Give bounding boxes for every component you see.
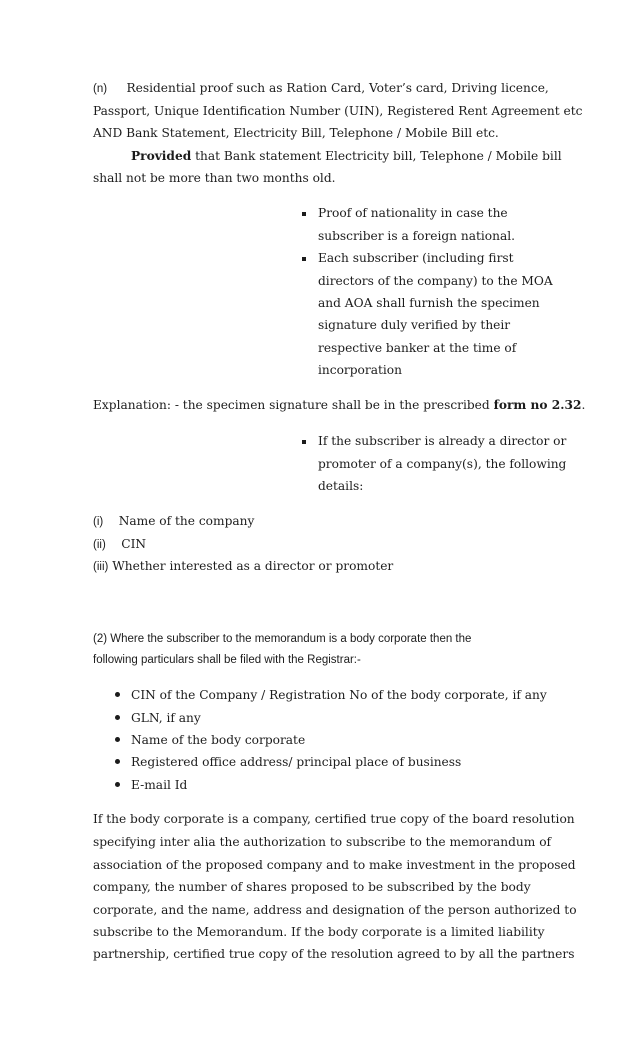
bullet-icon: [115, 692, 120, 697]
section-2-label: (2): [93, 633, 108, 645]
right-bullet-3-line-3: details:: [318, 479, 364, 493]
square-bullet-icon: [302, 212, 306, 216]
square-bullet-icon: [302, 440, 306, 444]
bullet-icon: [115, 782, 120, 787]
details-item-1: (i) Name of the company: [93, 514, 255, 528]
section-n-label: (n): [93, 83, 108, 95]
right-bullet-2-line-3: and AOA shall furnish the specimen: [318, 296, 540, 310]
closing-line-2: specifying inter alia the authorization to subscribe to the memorandum of: [93, 835, 552, 849]
body-corporate-item: Name of the body corporate: [131, 733, 306, 747]
right-bullet-2-line-4: signature duly verified by their: [318, 318, 511, 332]
right-bullet-2-line-6: incorporation: [318, 363, 402, 377]
body-corporate-item: GLN, if any: [131, 711, 201, 725]
closing-line-1: If the body corporate is a company, certified true copy of the board resolution: [93, 812, 575, 826]
bullet-icon: [115, 759, 120, 764]
details-item-2: (ii) CIN: [93, 537, 147, 551]
closing-line-4: company, the number of shares proposed to be subscribed by the body: [93, 880, 531, 894]
section-n-line-2: Passport, Unique Identification Number (UIN), Registered Rent Agreement etc: [93, 104, 583, 118]
explanation-line: Explanation: - the specimen signature shall be in the prescribed form no 2.32.: [93, 398, 586, 412]
right-bullet-2-line-1: Each subscriber (including first: [318, 251, 514, 265]
square-bullet-icon: [302, 257, 306, 261]
bullet-icon: [115, 715, 120, 720]
closing-line-7: partnership, certified true copy of the resolution agreed to by all the partners: [93, 947, 575, 961]
section-2-line-2: following particulars shall be filed with the Registrar:-: [93, 654, 361, 666]
right-bullet-3-line-1: If the subscriber is already a director or: [318, 434, 567, 448]
right-bullet-2-line-5: respective banker at the time of: [318, 341, 517, 355]
right-bullet-1-line-2: subscriber is a foreign national.: [318, 229, 516, 243]
provided-bold: Provided: [131, 149, 192, 163]
right-bullet-2-line-2: directors of the company) to the MOA: [318, 274, 553, 288]
body-corporate-item: CIN of the Company / Registration No of the body corporate, if any: [131, 688, 547, 702]
closing-line-5: corporate, and the name, address and designation of the person authorized to: [93, 903, 577, 917]
section-n-line-1: (n) Residential proof such as Ration Card, Voter’s card, Driving licence,: [93, 81, 549, 95]
provided-line-2: shall not be more than two months old.: [93, 171, 336, 185]
section-n-line-3: AND Bank Statement, Electricity Bill, Telephone / Mobile Bill etc.: [93, 126, 499, 140]
body-corporate-item: E-mail Id: [131, 778, 188, 792]
body-corporate-item: Registered office address/ principal place of business: [131, 755, 462, 769]
details-item-3: (iii) Whether interested as a director or promoter: [93, 559, 394, 573]
form-no-bold: form no 2.32: [493, 398, 582, 412]
section-2-line-1: (2) Where the subscriber to the memorandum is a body corporate then the: [93, 633, 472, 645]
bullet-icon: [115, 737, 120, 742]
closing-line-3: association of the proposed company and to make investment in the proposed: [93, 858, 576, 872]
right-bullet-3-line-2: promoter of a company(s), the following: [318, 457, 567, 471]
provided-line-1: Provided that Bank statement Electricity bill, Telephone / Mobile bill: [131, 149, 562, 163]
closing-line-6: subscribe to the Memorandum. If the body corporate is a limited liability: [93, 925, 545, 939]
right-bullet-1-line-1: Proof of nationality in case the: [318, 206, 508, 220]
